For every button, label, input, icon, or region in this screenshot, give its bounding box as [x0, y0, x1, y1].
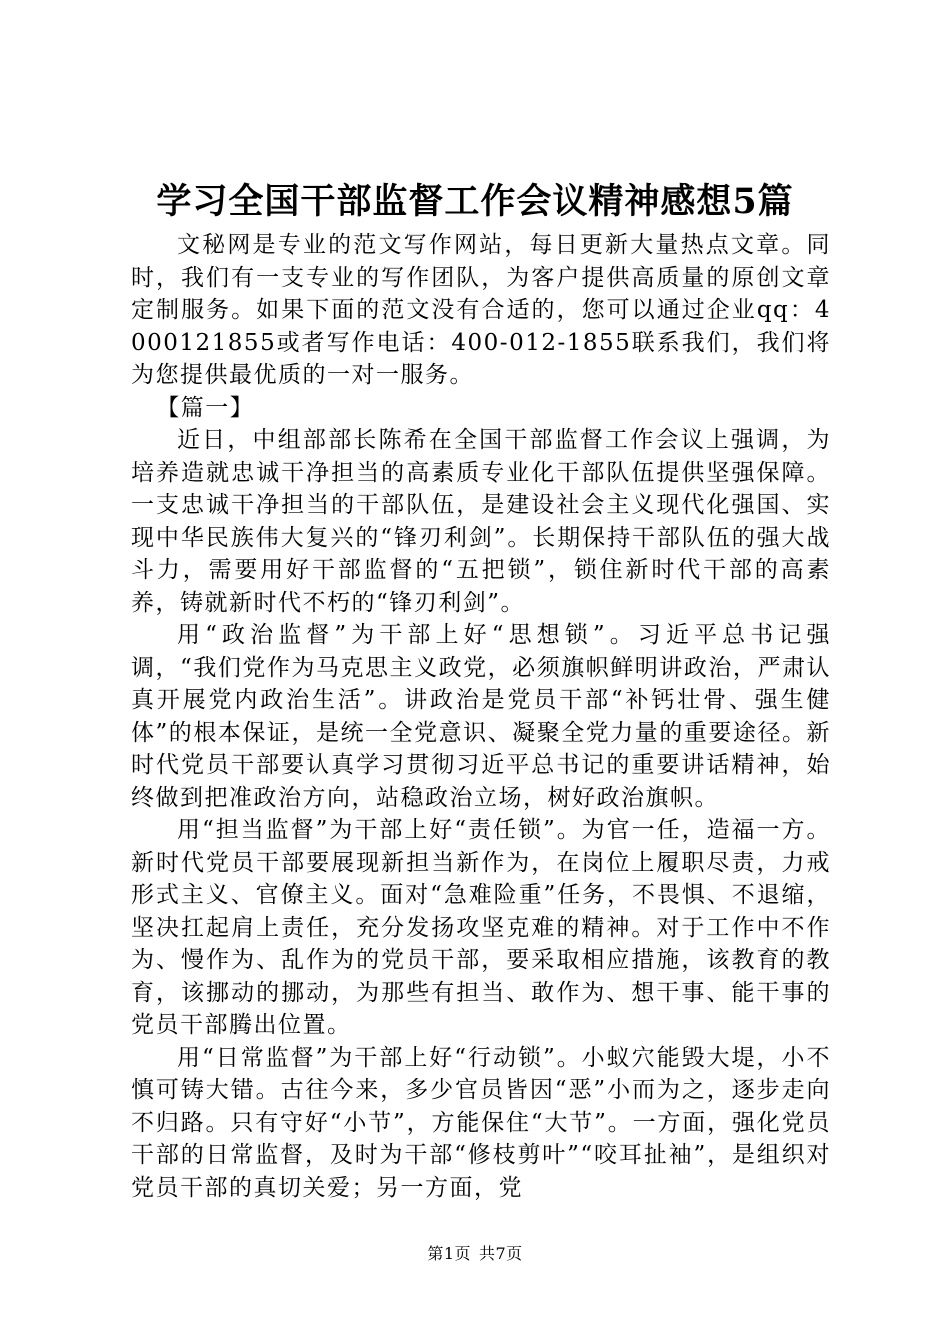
document-body [131, 229, 831, 1204]
page-number: 第1页 [427, 1244, 471, 1263]
body-paragraph: 用“日常监督”为干部上好“行动锁”。小蚁穴能毁大堤，小不慎可铸大错。古往今来，多少官员皆因“恶”小而为之，逐步走向不归路。只有守好“小节”，方能保住“大节”。一方面，强化党员干部的日常监督，及时为干部“修枝剪叶”“咬耳扯袖”，是组织对党员干部的真切关爱；另一方面，党 [131, 1044, 831, 1201]
page-footer [0, 1244, 950, 1264]
section-heading: 【篇一】 [156, 394, 255, 421]
body-paragraph: 用“政治监督”为干部上好“思想锁”。习近平总书记强调，“我们党作为马克思主义政党，必须旗帜鲜明讲政治，严肃认真开展党内政治生活”。讲政治是党员干部“补钙壮骨、强生健体”的根本保证，是统一全党意识、凝聚全党力量的重要途径。新时代党员干部要认真学习贯彻习近平总书记的重要讲话精神，始终做到把准政治方向，站稳政治立场，树好政治旗帜。 [131, 622, 831, 811]
document-title: 学习全国干部监督工作会议精神感想5篇 [156, 181, 794, 222]
page-total: 共7页 [479, 1244, 523, 1263]
body-paragraph: 近日，中组部部长陈希在全国干部监督工作会议上强调，为培养造就忠诚干净担当的高素质专业化干部队伍提供坚强保障。一支忠诚干净担当的干部队伍，是建设社会主义现代化强国、实现中华民族伟大复兴的“锋刃利剑”。长期保持干部队伍的强大战斗力，需要用好干部监督的“五把锁”，锁住新时代干部的高素养，铸就新时代不朽的“锋刃利剑”。 [131, 427, 831, 616]
intro-paragraph: 文秘网是专业的范文写作网站，每日更新大量热点文章。同时，我们有一支专业的写作团队，为客户提供高质量的原创文章定制服务。如果下面的范文没有合适的，您可以通过企业qq：4000121855或者写作电话：400-012-1855联系我们，我们将为您提供最优质的一对一服务。 [131, 232, 831, 388]
body-paragraph: 用“担当监督”为干部上好“责任锁”。为官一任，造福一方。新时代党员干部要展现新担当新作为，在岗位上履职尽责，力戒形式主义、官僚主义。面对“急难险重”任务，不畏惧、不退缩，坚决扛起肩上责任，充分发扬攻坚克难的精神。对于工作中不作为、慢作为、乱作为的党员干部，要采取相应措施，该教育的教育，该挪动的挪动，为那些有担当、敢作为、想干事、能干事的党员干部腾出位置。 [131, 817, 831, 1038]
